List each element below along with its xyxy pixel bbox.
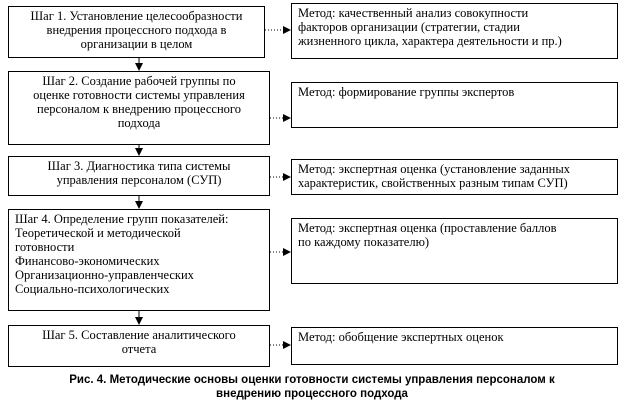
method-3-box — [291, 159, 618, 195]
step-4-line-6: Социально-психологических — [15, 282, 170, 296]
method-1-line-2: факторов организации (стратегии, стадии — [298, 20, 520, 34]
method-3-line-2: характеристик, свойственных разным типам СУП) — [298, 176, 568, 190]
method-1-line-3: жизненного цикла, характера деятельности и пр.) — [298, 34, 562, 48]
step-3-line-1: Шаг 3. Диагностика типа системы — [47, 159, 231, 173]
step-4-line-1: Шаг 4. Определение групп показателей: — [15, 212, 229, 226]
method-2-box — [291, 82, 618, 128]
step-5-line-2: отчета — [121, 342, 157, 356]
step-4-box — [8, 209, 270, 311]
figure-caption-line-2: внедрению процессного подхода — [216, 388, 408, 400]
step-2-line-3: персоналом к внедрению процессного — [37, 102, 241, 116]
figure-caption-line-1: Рис. 4. Методические основы оценки готовности системы управления персоналом к — [69, 374, 555, 386]
method-2-line-1: Метод: формирование группы экспертов — [298, 85, 515, 99]
step-2-box — [8, 71, 270, 145]
step-4-line-5: Организационно-управленческих — [15, 268, 194, 282]
method-1-line-1: Метод: качественный анализ совокупности — [298, 6, 529, 20]
step-5-box — [8, 325, 270, 367]
step-1-line-3: организации в целом — [80, 37, 193, 51]
method-3-line-1: Метод: экспертная оценка (установление заданных — [298, 162, 571, 176]
step-1-line-2: внедрения процессного подхода в — [46, 23, 227, 37]
step-2-line-2: оценке готовности системы управления — [33, 88, 245, 102]
step-3-box — [8, 156, 270, 196]
step-2-line-1: Шаг 2. Создание рабочей группы по — [42, 74, 236, 88]
method-1-box — [291, 3, 618, 59]
step-4-line-4: Финансово-экономических — [15, 254, 160, 268]
step-3-line-2: управления персоналом (СУП) — [56, 173, 222, 187]
method-4-line-1: Метод: экспертная оценка (проставление баллов — [298, 221, 557, 235]
step-4-line-2: Теоретической и методической — [15, 226, 181, 240]
step-2-line-4: подхода — [117, 116, 161, 130]
step-1-box — [8, 6, 265, 58]
step-4-line-3: готовности — [15, 240, 75, 254]
step-5-line-1: Шаг 5. Составление аналитического — [42, 328, 236, 342]
method-4-box — [291, 218, 618, 284]
method-5-box — [291, 327, 618, 365]
method-5-line-1: Метод: обобщение экспертных оценок — [298, 330, 504, 344]
figure-caption — [0, 373, 624, 401]
step-1-line-1: Шаг 1. Установление целесообразности — [30, 9, 243, 23]
method-4-line-2: по каждому показателю) — [298, 235, 430, 249]
